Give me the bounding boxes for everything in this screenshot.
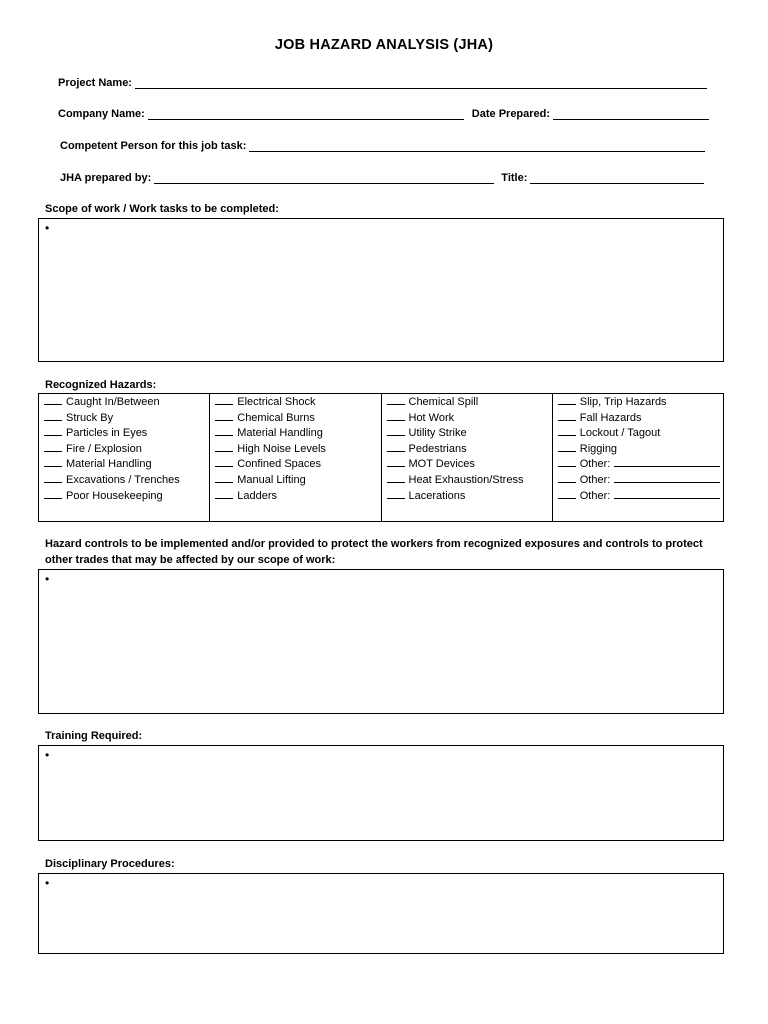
disciplinary-box[interactable] <box>38 873 724 954</box>
title-label: Title: <box>501 172 528 184</box>
hazards-heading: Recognized Hazards: <box>45 379 157 391</box>
hazard-item[interactable]: Excavations / Trenches <box>44 473 209 489</box>
scope-bullet: • <box>45 221 50 235</box>
project-name-row <box>58 77 707 89</box>
hazard-item[interactable]: Hot Work <box>387 411 552 427</box>
hazards-column-1 <box>39 394 210 521</box>
jha-prepared-row <box>60 172 704 184</box>
other-hazard-field[interactable] <box>614 489 720 499</box>
hazard-item[interactable]: Material Handling <box>44 457 209 473</box>
training-box[interactable] <box>38 745 724 841</box>
scope-box[interactable] <box>38 218 724 362</box>
hazard-item[interactable]: Pedestrians <box>387 442 552 458</box>
controls-bullet: • <box>45 572 50 586</box>
hazard-item[interactable]: Caught In/Between <box>44 395 209 411</box>
hazard-item[interactable]: Utility Strike <box>387 426 552 442</box>
project-name-field[interactable] <box>135 78 707 89</box>
other-hazard-field[interactable] <box>614 473 720 483</box>
hazard-item-other[interactable]: Other: <box>558 473 723 489</box>
jha-prepared-by-field[interactable] <box>154 173 494 184</box>
hazard-item[interactable]: Fall Hazards <box>558 411 723 427</box>
hazard-item[interactable]: Manual Lifting <box>215 473 380 489</box>
hazard-item[interactable]: Slip, Trip Hazards <box>558 395 723 411</box>
hazard-item[interactable]: Lacerations <box>387 489 552 505</box>
disciplinary-heading: Disciplinary Procedures: <box>45 858 175 870</box>
competent-person-label: Competent Person for this job task: <box>60 140 247 152</box>
hazards-column-3 <box>382 394 553 521</box>
company-name-label: Company Name: <box>58 108 145 120</box>
hazard-item-other[interactable]: Other: <box>558 457 723 473</box>
hazard-item[interactable]: Confined Spaces <box>215 457 380 473</box>
hazard-item[interactable]: Electrical Shock <box>215 395 380 411</box>
hazard-item[interactable]: Struck By <box>44 411 209 427</box>
hazard-item[interactable]: Particles in Eyes <box>44 426 209 442</box>
company-name-row <box>58 108 709 120</box>
document-title: JOB HAZARD ANALYSIS (JHA) <box>274 37 494 53</box>
other-hazard-field[interactable] <box>614 457 720 467</box>
hazard-item-other[interactable]: Other: <box>558 489 723 505</box>
jha-prepared-by-label: JHA prepared by: <box>60 172 152 184</box>
hazard-item[interactable]: Poor Housekeeping <box>44 489 209 505</box>
hazard-item[interactable]: Chemical Burns <box>215 411 380 427</box>
hazard-item[interactable]: Material Handling <box>215 426 380 442</box>
controls-heading-line1: Hazard controls to be implemented and/or provided to protect the workers from recognized exposures and controls to protect <box>45 538 703 550</box>
project-name-label: Project Name: <box>58 77 132 89</box>
date-prepared-label: Date Prepared: <box>471 108 551 120</box>
hazard-item[interactable]: Fire / Explosion <box>44 442 209 458</box>
date-prepared-field[interactable] <box>553 109 709 120</box>
controls-heading-line2: other trades that may be affected by our scope of work: <box>45 554 336 566</box>
hazard-item[interactable]: Heat Exhaustion/Stress <box>387 473 552 489</box>
scope-heading: Scope of work / Work tasks to be completed: <box>45 203 279 215</box>
competent-person-field[interactable] <box>249 141 705 152</box>
training-bullet: • <box>45 748 50 762</box>
hazards-column-2 <box>210 394 381 521</box>
hazard-item[interactable]: MOT Devices <box>387 457 552 473</box>
hazard-item[interactable]: Lockout / Tagout <box>558 426 723 442</box>
disciplinary-bullet: • <box>45 876 50 890</box>
hazards-table <box>38 393 724 522</box>
training-heading: Training Required: <box>45 730 143 742</box>
hazard-item[interactable]: Rigging <box>558 442 723 458</box>
hazard-item[interactable]: Chemical Spill <box>387 395 552 411</box>
hazard-item[interactable]: High Noise Levels <box>215 442 380 458</box>
competent-person-row <box>60 140 705 152</box>
hazard-item[interactable]: Ladders <box>215 489 380 505</box>
company-name-field[interactable] <box>148 109 464 120</box>
hazards-column-4 <box>553 394 723 521</box>
controls-box[interactable] <box>38 569 724 714</box>
title-field[interactable] <box>530 173 704 184</box>
